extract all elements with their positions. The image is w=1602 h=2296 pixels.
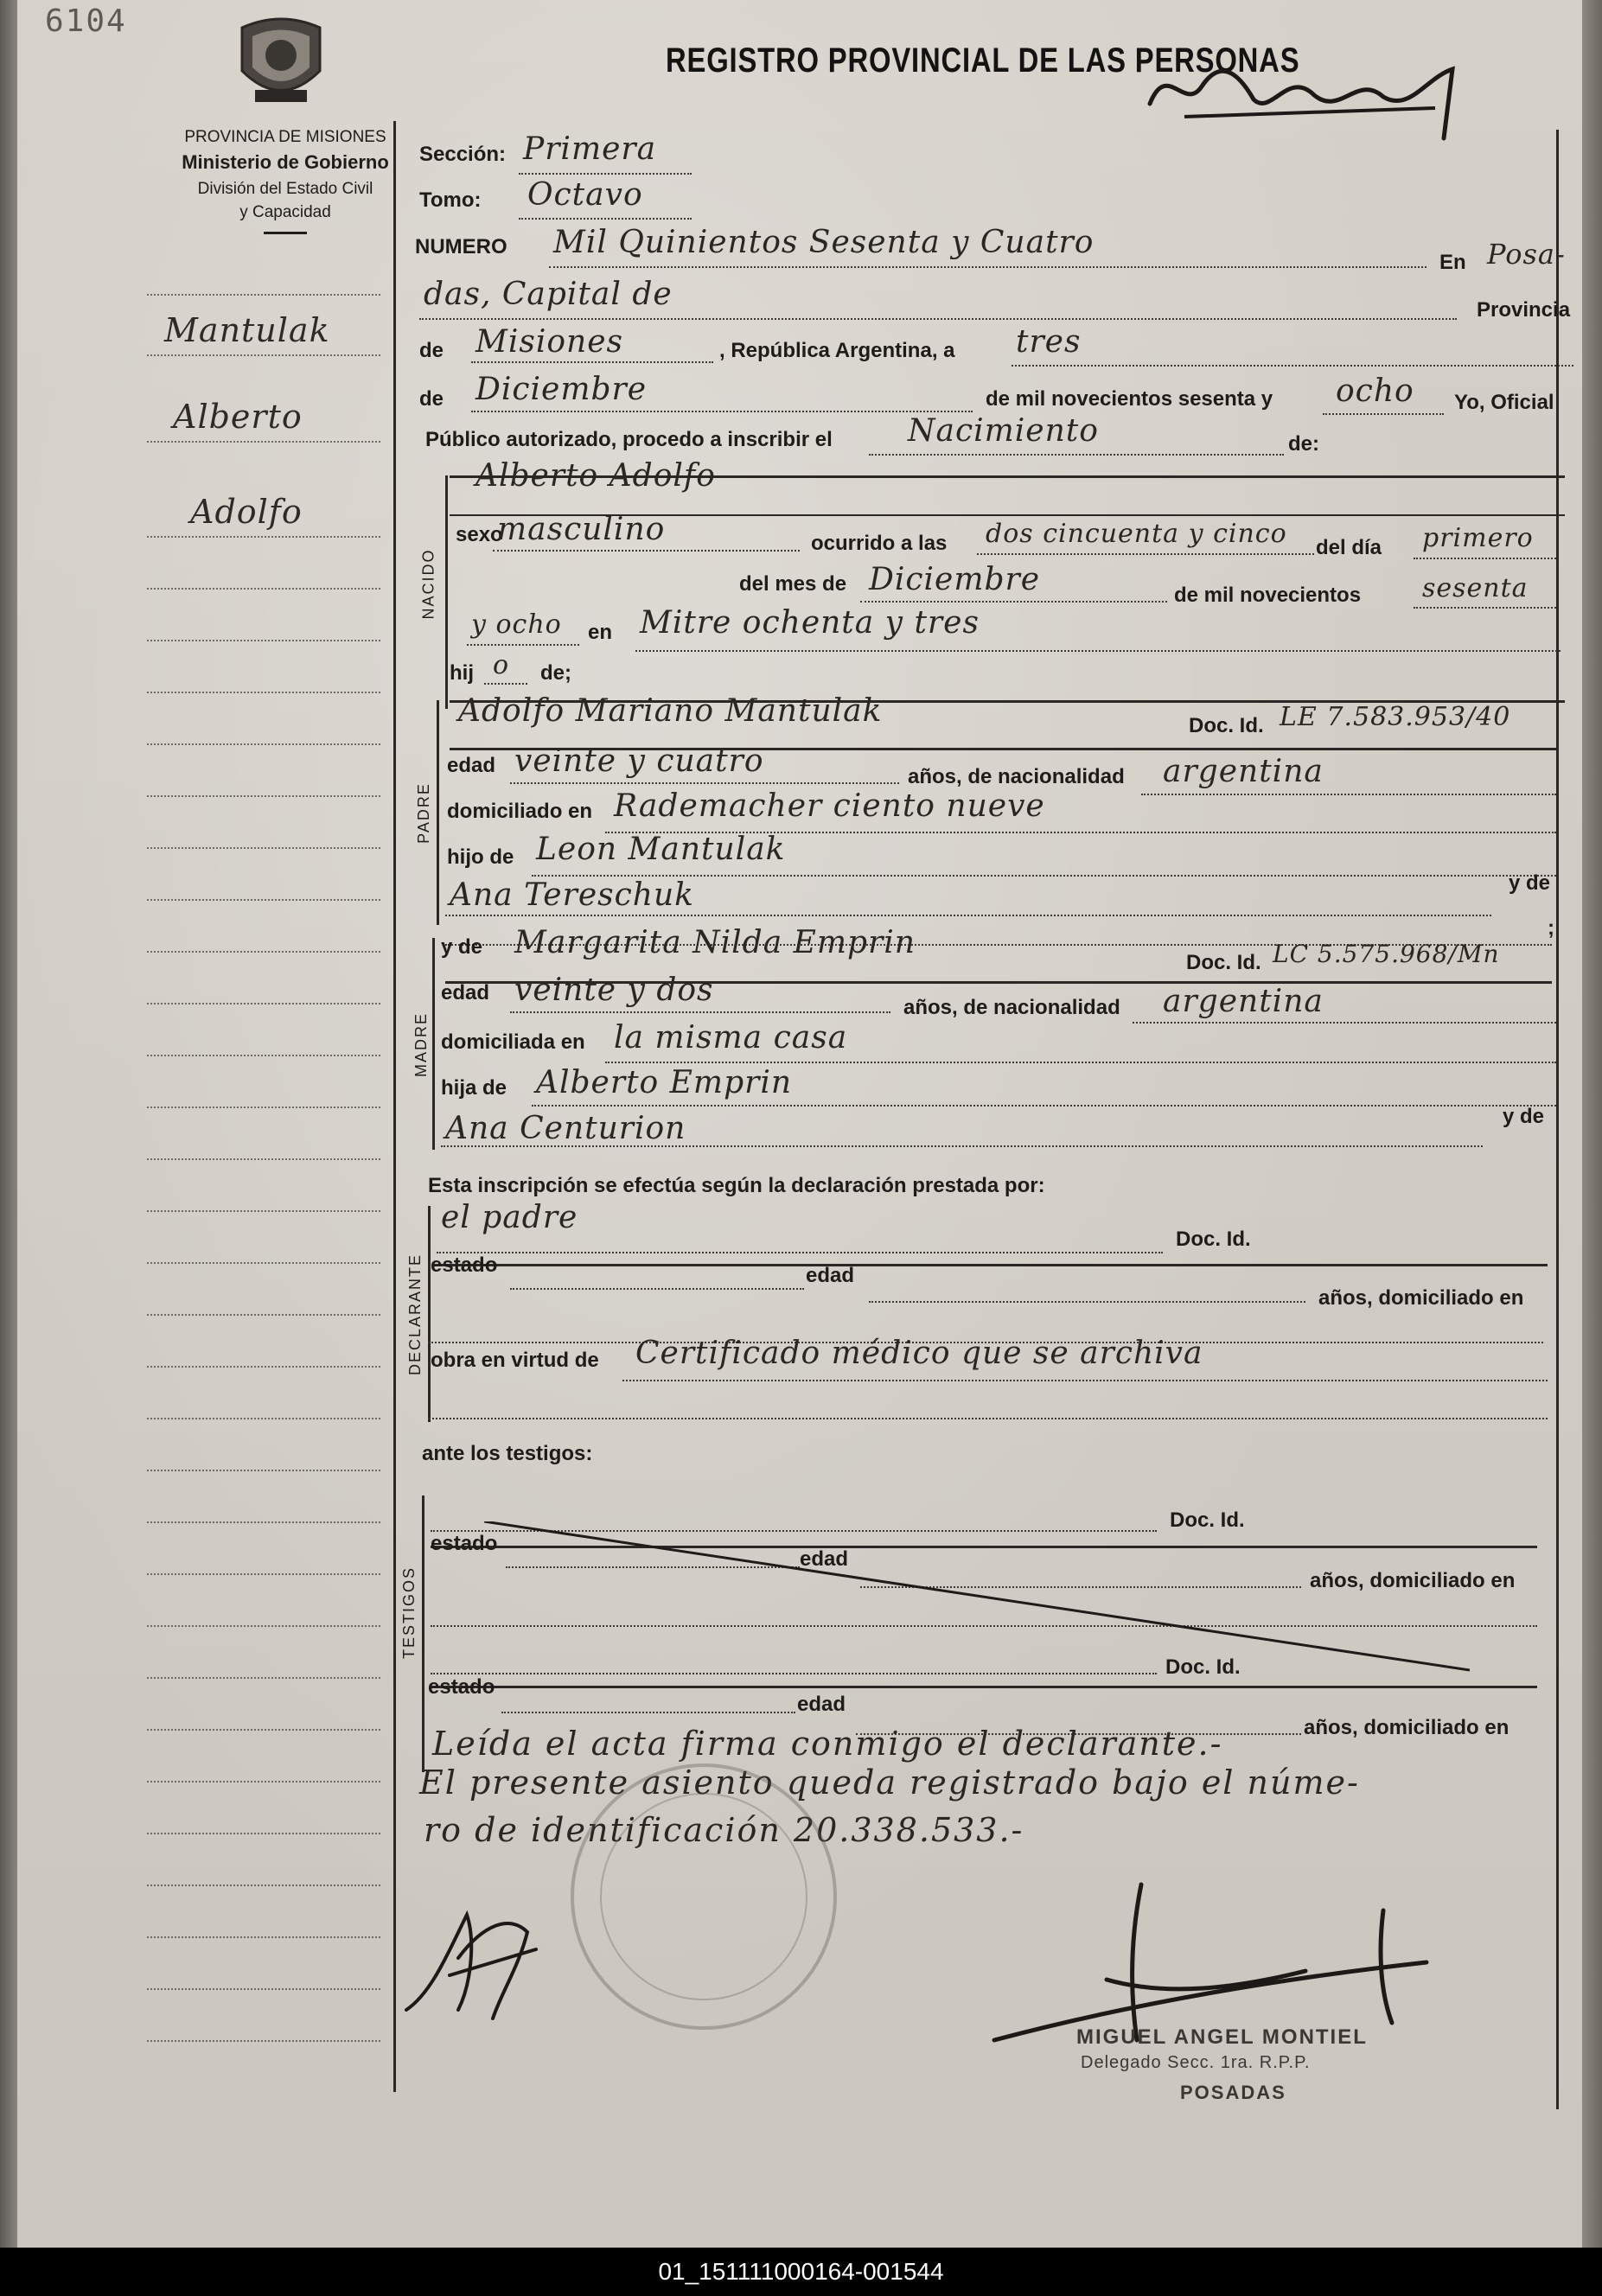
declarante-anios-label: años, domiciliado en bbox=[1318, 1286, 1524, 1310]
nacido-en-label: en bbox=[588, 621, 613, 644]
mil-novecientos-label: de mil novecientos bbox=[1174, 584, 1362, 607]
nacido-anio-value-1: sesenta bbox=[1422, 573, 1529, 603]
en-value-1: Posa- bbox=[1487, 238, 1566, 271]
testigo1-estado-label: estado bbox=[431, 1532, 498, 1555]
padre-hijo-label: hijo de bbox=[447, 845, 514, 869]
form-right-rule bbox=[1556, 130, 1559, 2109]
republica-label: , República Argentina, a bbox=[719, 339, 955, 362]
de-label-2: de bbox=[419, 387, 444, 411]
madre-de-padre: Ana Tereschuk bbox=[450, 877, 694, 913]
numero-label: NUMERO bbox=[415, 235, 507, 258]
testigo1-edad-label: edad bbox=[800, 1547, 849, 1571]
sexo-value: masculino bbox=[497, 512, 666, 547]
index-column bbox=[130, 259, 393, 2083]
padre-domicilio-value: Rademacher ciento nueve bbox=[614, 788, 1045, 824]
de-colon-label: de: bbox=[1288, 432, 1319, 456]
madre-yde-label-2: y de bbox=[1503, 1105, 1545, 1128]
testigo2-doc-label: Doc. Id. bbox=[1165, 1655, 1241, 1679]
madre-domicilio-label: domiciliada en bbox=[441, 1030, 585, 1054]
notation-line-3: ro de identificación 20.338.533.- bbox=[424, 1811, 1024, 1849]
header-division: División del Estado Civil bbox=[197, 180, 373, 198]
testigo1-anios-label: años, domiciliado en bbox=[1310, 1569, 1516, 1592]
madre-doc-value: LC 5.575.968/Mn bbox=[1273, 940, 1500, 968]
page-title: REGISTRO PROVINCIAL DE LAS PERSONAS bbox=[666, 41, 1300, 80]
testigo2-anios-label: años, domiciliado en bbox=[1304, 1716, 1509, 1739]
madre-edad-label: edad bbox=[441, 981, 490, 1004]
testigos-intro-label: ante los testigos: bbox=[422, 1442, 593, 1465]
tomo-value: Octavo bbox=[527, 177, 643, 213]
acto-value: Nacimiento bbox=[908, 413, 1099, 449]
del-mes-label: del mes de bbox=[739, 572, 847, 596]
en-value-2: das, Capital de bbox=[424, 277, 673, 312]
testigos-section-label: TESTIGOS bbox=[400, 1566, 418, 1660]
padre-doc-label: Doc. Id. bbox=[1189, 714, 1264, 737]
en-label: En bbox=[1439, 251, 1466, 274]
testigos-cancel-line bbox=[484, 1521, 1470, 1677]
declarant-signature bbox=[398, 1897, 553, 2027]
notation-line-1: Leída el acta firma conmigo el declarante.- bbox=[432, 1725, 1223, 1763]
testigo2-estado-label: estado bbox=[428, 1675, 495, 1699]
oficial-label: Yo, Oficial bbox=[1454, 391, 1554, 414]
madre-nacionalidad-value: argentina bbox=[1163, 984, 1324, 1019]
de-label: de bbox=[419, 339, 444, 362]
madre-domicilio-value: la misma casa bbox=[614, 1020, 848, 1056]
header-divider bbox=[264, 232, 307, 234]
index-surname: Mantulak bbox=[164, 311, 330, 349]
provincia-label: Provincia bbox=[1477, 298, 1571, 322]
madre-doc-label: Doc. Id. bbox=[1186, 951, 1261, 974]
obra-label: obra en virtud de bbox=[431, 1349, 599, 1372]
padre-nacionalidad-value: argentina bbox=[1163, 754, 1324, 789]
official-role: Delegado Secc. 1ra. R.P.P. bbox=[1081, 2053, 1311, 2072]
notation-line-2: El presente asiento queda registrado bajo el núme- bbox=[419, 1763, 1360, 1802]
tomo-label: Tomo: bbox=[419, 188, 482, 212]
document-page bbox=[17, 0, 1582, 2248]
padre-domicilio-label: domiciliado en bbox=[447, 800, 593, 823]
official-stamp bbox=[571, 1763, 837, 2030]
official-city: POSADAS bbox=[1180, 2082, 1286, 2103]
index-given-1: Alberto bbox=[173, 398, 303, 436]
header-province: PROVINCIA DE MISIONES bbox=[184, 128, 386, 146]
header-capacity: y Capacidad bbox=[239, 203, 331, 221]
padre-edad-label: edad bbox=[447, 754, 496, 777]
ocurrido-label: ocurrido a las bbox=[811, 532, 948, 555]
nacido-dia-value: primero bbox=[1422, 523, 1534, 553]
madre-nacionalidad-label: años, de nacionalidad bbox=[903, 996, 1120, 1019]
madre-yde-label: y de bbox=[441, 935, 483, 959]
file-number: 6104 bbox=[45, 3, 127, 39]
dia-value: tres bbox=[1016, 324, 1082, 360]
madre-edad-value: veinte y dos bbox=[514, 973, 714, 1008]
provincia-value: Misiones bbox=[475, 324, 624, 360]
mes-value: Diciembre bbox=[475, 372, 648, 407]
nacido-anio-value-2: y ocho bbox=[471, 609, 562, 640]
hijo-suffix-value: o bbox=[493, 650, 510, 680]
testigo2-edad-label: edad bbox=[797, 1693, 846, 1716]
header-ministry: Ministerio de Gobierno bbox=[182, 151, 389, 173]
padre-semicolon: ; bbox=[1548, 916, 1554, 940]
nacido-nombre: Alberto Adolfo bbox=[475, 458, 716, 494]
publico-label: Público autorizado, procedo a inscribir el bbox=[425, 428, 833, 451]
hora-value: dos cincuenta y cinco bbox=[986, 519, 1287, 549]
seccion-value: Primera bbox=[523, 131, 657, 167]
padre-yde-label: y de bbox=[1509, 871, 1551, 895]
official-signature bbox=[908, 1876, 1444, 2049]
numero-value: Mil Quinientos Sesenta y Cuatro bbox=[553, 225, 1095, 260]
nacido-section-label: NACIDO bbox=[419, 548, 437, 620]
obra-value: Certificado médico que se archiva bbox=[635, 1336, 1203, 1371]
padre-section-label: PADRE bbox=[414, 782, 432, 844]
padre-nombre: Adolfo Mariano Mantulak bbox=[458, 693, 883, 729]
madre-nombre: Margarita Nilda Emprin bbox=[514, 925, 916, 960]
index-given-2: Adolfo bbox=[190, 493, 303, 531]
declarante-estado-label: estado bbox=[431, 1253, 498, 1277]
testigo1-doc-label: Doc. Id. bbox=[1170, 1508, 1245, 1532]
provincial-seal-icon bbox=[233, 10, 329, 114]
madre-hija-label: hija de bbox=[441, 1076, 507, 1100]
hijo-label: hij bbox=[450, 661, 474, 685]
padre-de-padre: Leon Mantulak bbox=[536, 832, 786, 867]
declarante-edad-label: edad bbox=[806, 1264, 855, 1287]
padre-nacionalidad-label: años, de nacionalidad bbox=[908, 765, 1125, 788]
official-name: MIGUEL ANGEL MONTIEL bbox=[1076, 2025, 1368, 2049]
nacido-mes-value: Diciembre bbox=[869, 562, 1041, 597]
anio-value: ocho bbox=[1336, 373, 1414, 409]
anio-prefix-label: de mil novecientos sesenta y bbox=[986, 387, 1273, 411]
padre-de-madre: Alberto Emprin bbox=[536, 1065, 793, 1100]
padre-doc-value: LE 7.583.953/40 bbox=[1280, 702, 1511, 732]
madre-section-label: MADRE bbox=[412, 1011, 431, 1078]
hijo-de-label: de; bbox=[540, 661, 571, 685]
seccion-label: Sección: bbox=[419, 143, 507, 166]
declarante-intro-label: Esta inscripción se efectúa según la declaración prestada por: bbox=[428, 1174, 1045, 1197]
madre-de-madre: Ana Centurion bbox=[445, 1111, 686, 1146]
image-identifier: 01_151111000164-001544 bbox=[658, 2258, 944, 2285]
declarante-nombre: el padre bbox=[441, 1200, 578, 1235]
padre-edad-value: veinte y cuatro bbox=[514, 743, 764, 779]
nacido-lugar-value: Mitre ochenta y tres bbox=[640, 605, 980, 641]
declarante-doc-label: Doc. Id. bbox=[1176, 1228, 1251, 1251]
declarante-section-label: DECLARANTE bbox=[406, 1253, 424, 1376]
del-dia-label: del día bbox=[1316, 536, 1382, 559]
sexo-label: sexo bbox=[456, 523, 503, 546]
